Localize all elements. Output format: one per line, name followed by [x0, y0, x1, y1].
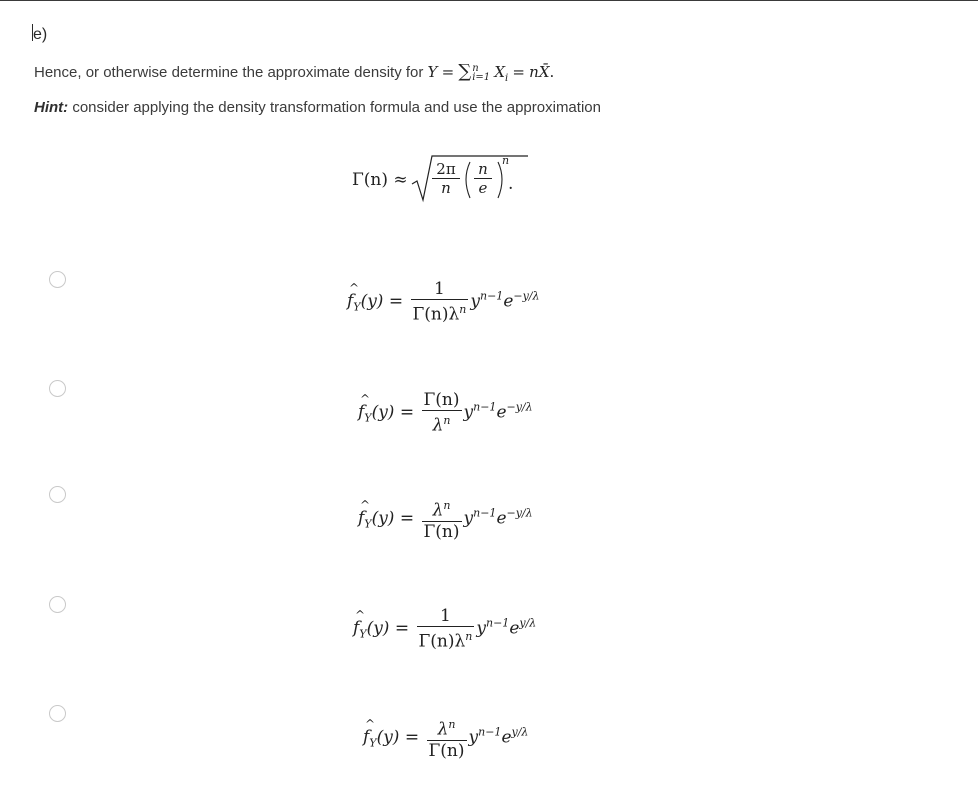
tail-y: y: [463, 508, 474, 529]
num-sup: n: [448, 718, 456, 731]
f-hat: ^ f: [347, 291, 353, 311]
fraction-num: 1: [411, 279, 469, 300]
tail-sup: n−1: [473, 506, 497, 520]
tail-sup: n−1: [478, 725, 502, 739]
math-sum-sign: ∑: [458, 61, 472, 82]
sqrt-fraction: [432, 160, 460, 197]
paren-num: n: [474, 160, 492, 179]
gamma-approximation-formula: [352, 150, 532, 210]
fraction-num: 1: [417, 606, 475, 627]
question-prompt: [34, 61, 554, 84]
tail-sup: n−1: [486, 616, 510, 630]
f-hat: ^ f: [358, 508, 364, 528]
den-sup: n: [465, 630, 473, 643]
answer-option-2[interactable]: [46, 376, 566, 466]
f-hat: ^ f: [353, 618, 359, 638]
option-formula: [358, 496, 533, 542]
tail-sup: n−1: [480, 289, 504, 303]
den-main: Γ(n)λ: [412, 304, 460, 325]
paren-den: e: [478, 179, 488, 197]
option-formula: [353, 606, 536, 652]
exp-sup: −y/λ: [513, 289, 540, 303]
exp-e: e: [496, 508, 507, 529]
part-label-text: e): [33, 26, 48, 43]
hint: [34, 99, 601, 116]
radio-button[interactable]: [49, 380, 66, 397]
fraction: [417, 606, 475, 652]
exp-sup: y/λ: [511, 725, 529, 739]
option-formula: [363, 715, 528, 761]
math-x-sub: i: [505, 73, 509, 84]
fraction-den: Γ(n): [428, 740, 465, 761]
fraction: [427, 715, 467, 761]
answer-option-5[interactable]: [46, 702, 566, 792]
exp-e: e: [503, 291, 514, 312]
den-main: Γ(n)λ: [418, 631, 466, 652]
fraction: [422, 496, 462, 542]
f-hat: ^ f: [358, 402, 364, 422]
fraction-den: [411, 300, 469, 325]
num-main: λ: [432, 500, 444, 521]
math-sum-upper: n: [472, 63, 479, 75]
math-period: .: [549, 63, 555, 81]
fraction-den: [417, 627, 475, 652]
exp-e: e: [501, 727, 512, 748]
tail-y: y: [468, 727, 479, 748]
hint-text: consider applying the density transformation formula and use the approximation: [72, 99, 601, 116]
paren-fraction: [474, 160, 492, 197]
f-sub: Y: [364, 517, 372, 531]
exp-sup: −y/λ: [506, 400, 533, 414]
exp-e: e: [496, 402, 507, 423]
fraction-num: [427, 715, 467, 741]
prompt-text: Hence, or otherwise determine the approximate density for: [34, 64, 424, 81]
sqrt-den: n: [441, 179, 451, 197]
part-label: [32, 24, 47, 44]
num-main: λ: [437, 719, 449, 740]
math-sum-lower: i=1: [472, 72, 491, 84]
tail-y: y: [470, 291, 480, 312]
fraction-den: [422, 411, 462, 436]
f-arg: (y) =: [371, 508, 415, 529]
f-sub: Y: [353, 300, 361, 314]
fraction-den: Γ(n): [423, 521, 460, 542]
tail-y: y: [476, 618, 486, 639]
answer-option-1[interactable]: [46, 265, 566, 355]
num-sup: n: [443, 499, 451, 512]
answer-option-3[interactable]: [46, 483, 566, 573]
math-sum-limits: [472, 64, 490, 82]
math-equals-1: =: [441, 63, 455, 81]
exp-sup: y/λ: [519, 616, 537, 630]
den-sup: n: [443, 414, 451, 427]
radio-button[interactable]: [49, 486, 66, 503]
paren-exponent: n: [502, 154, 510, 167]
f-hat: ^ f: [363, 727, 369, 747]
f-sub: Y: [364, 411, 372, 425]
exp-e: e: [509, 618, 520, 639]
den-sup: n: [459, 303, 467, 316]
den-main: λ: [432, 415, 444, 436]
hint-label: Hint:: [34, 99, 69, 116]
f-arg: (y) =: [371, 402, 415, 423]
f-arg: (y) =: [366, 618, 410, 639]
math-n-xbar: nX̄: [529, 63, 550, 81]
f-sub: Y: [359, 627, 367, 641]
radio-button[interactable]: [49, 271, 66, 288]
math-y: Y: [427, 63, 438, 81]
fraction-num: [422, 496, 462, 522]
f-sub: Y: [369, 736, 377, 750]
gamma-lhs: Γ(n) ≈: [352, 170, 408, 190]
fraction: [422, 390, 462, 436]
top-divider: [0, 0, 978, 1]
tail-y: y: [463, 402, 474, 423]
radio-button[interactable]: [49, 596, 66, 613]
radio-button[interactable]: [49, 705, 66, 722]
fraction-num: Γ(n): [423, 390, 460, 410]
f-arg: (y) =: [376, 727, 420, 748]
f-arg: (y) =: [360, 291, 404, 312]
fraction: [411, 279, 469, 325]
math-equals-2: =: [512, 63, 525, 81]
sqrt-num: 2π: [432, 160, 460, 179]
math-x: X: [494, 63, 506, 81]
option-formula: [358, 390, 533, 436]
option-formula: [347, 279, 539, 325]
tail-sup: n−1: [473, 400, 497, 414]
exp-sup: −y/λ: [506, 506, 533, 520]
answer-option-4[interactable]: [46, 593, 566, 683]
gamma-period: .: [508, 174, 514, 194]
